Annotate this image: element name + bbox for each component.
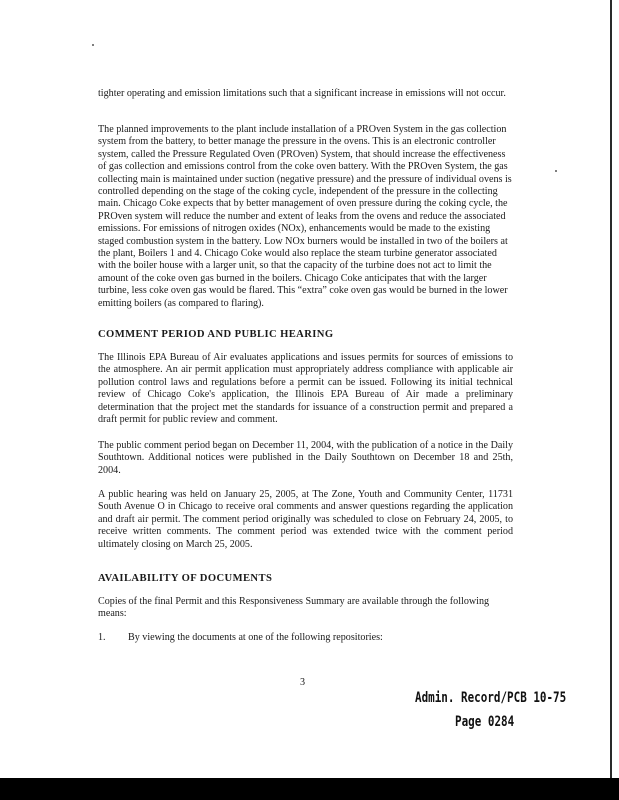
paragraph-copies: Copies of the final Permit and this Responsiveness Summary are available through the following means: — [98, 596, 490, 620]
paragraph-intro-continuation: tighter operating and emission limitations such that a significant increase in emissions will not occur. — [98, 88, 506, 99]
heading-comment-period: COMMENT PERIOD AND PUBLIC HEARING — [98, 329, 334, 340]
scan-speck — [555, 170, 557, 172]
paragraph-public-comment-period: The public comment period began on December 11, 2004, with the publication of a notice in the Daily Southtown. Additional notices were published in the Daily Southtown on December 18 and 25th, 2004. — [98, 440, 513, 476]
heading-availability: AVAILABILITY OF DOCUMENTS — [98, 573, 273, 584]
scan-speck — [92, 44, 94, 46]
list-item-text: By viewing the documents at one of the following repositories: — [128, 632, 383, 643]
page-stamp: Page 0284 — [455, 714, 515, 730]
scan-edge-line — [610, 0, 612, 790]
paragraph-planned-improvements: The planned improvements to the plant include installation of a PROven System in the gas collection system from the battery, to better manage the pressure in the ovens. This is an electronic controller system, called the Pressure Regulated Oven (PROven) System, that should increase the effectiveness of gas collection and emissions control from the coke oven battery. With the PROven System, the gas collecting main is maintained under suction (negative pressure) and the pressure of individual ovens is controlled depending on the stage of the coking cycle, independent of the pressure in the collecting main. Chicago Coke expects that by better management of oven pressure during the coking cycle, the PROven system will reduce the number and extent of leaks from the ovens and reduce the associated emissions. For emissions of nitrogen oxides (NOx), enhancements would be made to the existing staged combustion system in the battery. Low NOx burners would be installed in two of the boilers at the plant, Boilers 1 and 4. Chicago Coke would also replace the steam turbine generator associated with the boiler house with a larger unit, so that the capacity of the turbine does not act to limit the amount of the coke oven gas burned in the boilers. Chicago Coke anticipates that with the larger turbine, less coke oven gas would be flared. This “extra” coke oven gas would be burned in the lower emitting boilers (as compared to flaring). — [98, 124, 512, 309]
paragraph-public-hearing: A public hearing was held on January 25, 2005, at The Zone, Youth and Community Center, 11731 South Avenue O in Chicago to receive oral comments and answer questions regarding the application and draft air permit. The comment period originally was scheduled to close on February 24, 2005, to receive written comments. The comment period was extended twice with the comment period ultimately closing on March 25, 2005. — [98, 489, 513, 550]
page-number: 3 — [300, 677, 306, 688]
paragraph-illinois-epa: The Illinois EPA Bureau of Air evaluates applications and issues permits for sources of emissions to the atmosphere. An air permit application must appropriately address compliance with applicable air pollution control laws and regulations before a permit can be issued. Following its initial technical review of Chicago Coke's application, the Illinois EPA Bureau of Air made a preliminary determination that the project met the standards for issuance of a construction permit and prepared a draft permit for public review and comment. — [98, 352, 513, 426]
admin-record-stamp: Admin. Record/PCB 10-75 — [415, 690, 567, 706]
list-item-number: 1. — [98, 632, 106, 643]
scan-bottom-border — [0, 778, 619, 800]
